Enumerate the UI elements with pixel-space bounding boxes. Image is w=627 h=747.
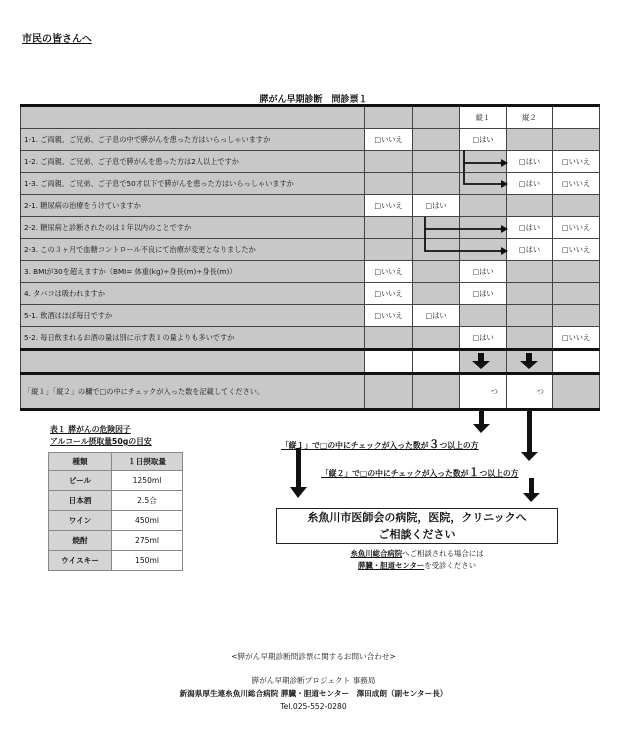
yes-checkbox[interactable]: □はい — [460, 261, 507, 283]
alcohol-row — [49, 531, 183, 551]
drink-amount: 450ml — [112, 511, 183, 531]
page-header: 市民の皆さんへ — [22, 34, 92, 45]
yes-checkbox[interactable]: □はい — [507, 217, 553, 239]
question-text: 5-1. 飲酒はほぼ毎日ですか — [21, 305, 365, 327]
condition-col2: 「縦２」で□の中にチェックが入った数が１つ以上の方 — [321, 466, 519, 479]
contact-heading: <膵がん早期診断問診票に関するお問い合わせ> — [231, 652, 396, 661]
no-checkbox[interactable]: □いいえ — [553, 217, 600, 239]
alcohol-row — [49, 491, 183, 511]
no-checkbox[interactable]: □いいえ — [553, 173, 600, 195]
branch-arrows-q1 — [464, 150, 502, 184]
question-text: 2-1. 糖尿病の治療をうけていますか — [21, 195, 365, 217]
question-text: 1-1. ご両親、ご兄弟、ご子息の中で膵がんを患った方はいらっしゃいますか — [21, 129, 365, 151]
drink-type: ウイスキー — [49, 551, 112, 571]
no-checkbox[interactable]: □いいえ — [553, 239, 600, 261]
yes-checkbox[interactable]: □はい — [413, 195, 460, 217]
yes-checkbox[interactable]: □はい — [460, 283, 507, 305]
alcohol-row — [49, 511, 183, 531]
recommend-box: 糸魚川市医師会の病院，医院，クリニックへ ご相談ください — [276, 508, 558, 544]
branch-arrows-q2 — [425, 217, 502, 251]
col-2-count[interactable]: つ — [507, 374, 553, 410]
drink-type: ワイン — [49, 511, 112, 531]
yes-checkbox[interactable]: □はい — [507, 239, 553, 261]
contact-block: 膵がん早期診断プロジェクト 事務局 新潟県厚生連糸魚川総合病院 膵臓・胆道センター 澤田成朗（副センター長） Tel.025-552-0280 — [179, 676, 448, 711]
risk-factor-caption: 表１ 膵がんの危険因子 アルコール摂取量50gの目安 — [50, 425, 152, 446]
col-1-count[interactable]: つ — [460, 374, 507, 410]
question-text: 1-3. ご両親、ご兄弟、ご子息で50才以下で膵がんを患った方はいらっしゃいますか — [21, 173, 365, 195]
condition-col1: 「縦１」で□の中にチェックが入った数が３つ以上の方 — [281, 438, 479, 451]
alcohol-table: 種類 １日摂取量 ビール 1250ml 日本酒 2.5合 ワイン 450ml 焼酎 275ml ウイスキー 150ml — [48, 452, 183, 571]
no-checkbox[interactable]: □いいえ — [553, 151, 600, 173]
col-2-header: 縦２ — [507, 106, 553, 129]
no-checkbox[interactable]: □いいえ — [365, 305, 413, 327]
yes-checkbox[interactable]: □はい — [507, 173, 553, 195]
question-text: 1-2. ご両親、ご兄弟、ご子息で膵がんを患った方は2人以上ですか — [21, 151, 365, 173]
down-arrows-result — [290, 411, 540, 502]
questionnaire-title: 膵がん早期診断 問診票１ — [259, 95, 368, 105]
no-checkbox[interactable]: □いいえ — [365, 261, 413, 283]
question-text: 2-3. この３ヶ月で血糖コントロール不良にて治療が変更となりましたか — [21, 239, 365, 261]
no-checkbox[interactable]: □いいえ — [365, 283, 413, 305]
hospital-note: 糸魚川総合病院へご相談される場合には 膵臓・胆道センターを受診ください — [350, 549, 484, 570]
drink-amount: 2.5合 — [112, 491, 183, 511]
col-1-header: 縦１ — [460, 106, 507, 129]
yes-checkbox[interactable]: □はい — [460, 129, 507, 151]
alcohol-row — [49, 551, 183, 571]
drink-type: ビール — [49, 471, 112, 491]
no-checkbox[interactable]: □いいえ — [553, 327, 600, 350]
no-checkbox[interactable]: □いいえ — [365, 195, 413, 217]
alcohol-row — [49, 471, 183, 491]
question-text: 4. タバコは吸われますか — [21, 283, 365, 305]
down-arrows-table — [472, 353, 538, 369]
arrow-heads — [501, 159, 508, 255]
drink-amount: 275ml — [112, 531, 183, 551]
yes-checkbox[interactable]: □はい — [413, 305, 460, 327]
no-checkbox[interactable]: □いいえ — [365, 129, 413, 151]
question-text: 5-2. 毎日飲まれるお酒の量は別に示す表１の量よりも多いですか — [21, 327, 365, 350]
summary-text: 「縦１」「縦２」の欄で□の中にチェックが入った数を記載してください。 — [21, 374, 365, 410]
yes-checkbox[interactable]: □はい — [507, 151, 553, 173]
question-text: 3. BMIが30を超えますか（BMI= 体重(kg)÷身長(m)÷身長(m)） — [21, 261, 365, 283]
drink-amount: 1250ml — [112, 471, 183, 491]
drink-amount: 150ml — [112, 551, 183, 571]
question-text: 2-2. 糖尿病と診断されたのは１年以内のことですか — [21, 217, 365, 239]
drink-type: 焼酎 — [49, 531, 112, 551]
yes-checkbox[interactable]: □はい — [460, 327, 507, 350]
drink-type: 日本酒 — [49, 491, 112, 511]
